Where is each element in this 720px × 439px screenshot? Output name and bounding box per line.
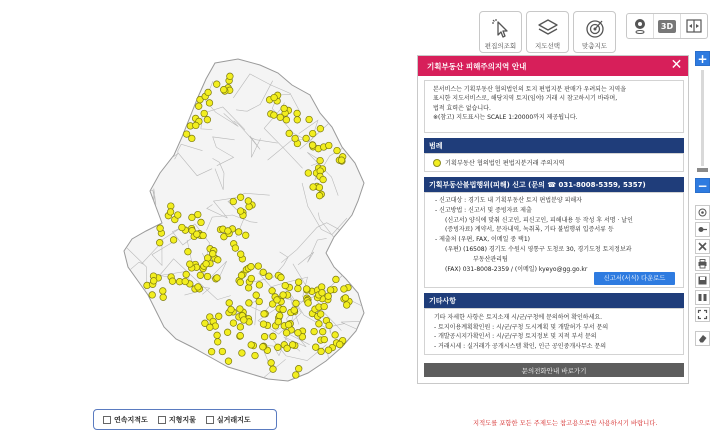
gyeonggi-map[interactable] <box>120 55 420 400</box>
caution-area-marker[interactable] <box>156 239 163 246</box>
info-panel <box>417 55 689 384</box>
etc-box <box>424 308 684 355</box>
caution-area-marker[interactable] <box>237 251 244 258</box>
caution-area-marker[interactable] <box>318 348 325 355</box>
caution-area-marker[interactable] <box>183 271 190 278</box>
view-3d-label: 3D <box>658 20 676 33</box>
report-line: - 신고대상 : 경기도 내 기획부동산 토지 편법분양 피해자 <box>435 197 582 204</box>
close-icon[interactable]: ✕ <box>670 57 683 73</box>
legend-heading: 범례 <box>424 138 684 153</box>
caution-area-marker[interactable] <box>278 274 285 281</box>
caution-area-marker[interactable] <box>294 117 301 124</box>
caution-area-marker[interactable] <box>311 328 318 335</box>
layer-label: 연속지적도 <box>114 415 148 424</box>
caution-area-marker[interactable] <box>206 100 213 107</box>
caution-area-marker[interactable] <box>341 286 348 293</box>
cursor-click-icon <box>489 16 513 40</box>
caution-area-marker[interactable] <box>283 330 290 337</box>
district-boundary <box>120 278 127 333</box>
caution-area-marker[interactable] <box>232 245 239 252</box>
caution-area-marker[interactable] <box>275 344 282 351</box>
caution-area-marker[interactable] <box>284 345 291 352</box>
caution-area-marker[interactable] <box>237 332 244 339</box>
caution-area-marker[interactable] <box>241 317 248 324</box>
report-box <box>424 192 684 288</box>
caution-area-marker[interactable] <box>237 194 244 201</box>
caution-area-marker[interactable] <box>319 290 326 297</box>
caution-area-marker[interactable] <box>260 321 267 328</box>
caution-area-marker[interactable] <box>237 306 244 313</box>
caution-area-marker[interactable] <box>237 324 244 331</box>
caution-area-marker[interactable] <box>333 276 340 283</box>
caution-area-marker[interactable] <box>260 344 267 351</box>
caution-area-marker[interactable] <box>321 303 328 310</box>
caution-area-marker[interactable] <box>268 360 275 367</box>
caution-area-marker[interactable] <box>219 348 226 355</box>
caution-area-marker[interactable] <box>150 278 157 285</box>
eraser-button[interactable] <box>695 331 710 346</box>
save-button[interactable] <box>695 273 710 288</box>
caution-area-marker[interactable] <box>246 300 253 307</box>
caution-area-marker[interactable] <box>276 312 283 319</box>
measure-distance-button[interactable] <box>695 222 710 237</box>
caution-area-marker[interactable] <box>316 321 323 328</box>
district-boundary <box>129 112 145 143</box>
target-icon <box>583 16 607 40</box>
caution-area-marker[interactable] <box>316 192 323 199</box>
locate-icon <box>697 207 708 218</box>
map-select-label: 지도선택 <box>534 42 561 50</box>
download-form-button[interactable]: 신고서(서식) 다운로드 <box>594 272 675 285</box>
caution-area-marker[interactable] <box>294 110 301 117</box>
report-line: - 신고방법 : 신고서 및 증빙자료 제출 <box>435 206 532 214</box>
measure-distance-icon <box>697 224 708 235</box>
caution-area-marker[interactable] <box>305 300 312 307</box>
caution-area-marker[interactable] <box>225 228 232 235</box>
caution-area-marker[interactable] <box>332 332 339 339</box>
caution-area-marker[interactable] <box>295 365 302 372</box>
caution-area-marker[interactable] <box>309 130 316 137</box>
caution-area-marker[interactable] <box>305 170 312 177</box>
print-icon <box>697 258 708 269</box>
district-boundary <box>331 232 362 259</box>
district-boundary <box>120 131 151 176</box>
caution-area-marker[interactable] <box>293 372 300 379</box>
caution-area-marker[interactable] <box>280 292 287 299</box>
caution-area-marker[interactable] <box>237 208 244 215</box>
district-boundary <box>120 344 125 360</box>
caution-area-marker[interactable] <box>239 350 246 357</box>
caution-area-marker[interactable] <box>280 306 287 313</box>
caution-area-marker[interactable] <box>209 250 216 257</box>
measure-area-button[interactable] <box>695 239 710 254</box>
caution-area-marker[interactable] <box>157 225 164 232</box>
layer-toggle-box <box>93 409 277 430</box>
disclaimer-text: 지적도를 포함한 모든 주제도는 참고용으로만 사용하시기 바랍니다. <box>473 420 658 427</box>
district-boundary <box>365 199 396 224</box>
caution-area-marker[interactable] <box>310 184 317 191</box>
zoom-out-button[interactable] <box>695 178 710 193</box>
zoom-in-button[interactable] <box>695 51 710 66</box>
caution-area-marker[interactable] <box>319 328 326 335</box>
caution-area-marker[interactable] <box>256 298 263 305</box>
caution-area-marker[interactable] <box>252 352 259 359</box>
print-button[interactable] <box>695 256 710 271</box>
caution-area-marker[interactable] <box>214 339 221 346</box>
caution-area-marker[interactable] <box>253 292 260 299</box>
intro-line: 법적 효력은 없습니다. <box>433 104 491 112</box>
caution-area-marker[interactable] <box>160 288 167 295</box>
street-view-button[interactable] <box>627 14 654 38</box>
zoom-slider-track[interactable] <box>701 70 704 166</box>
caution-area-marker[interactable] <box>275 318 282 325</box>
caution-area-marker[interactable] <box>213 81 220 88</box>
caution-area-marker[interactable] <box>204 273 211 280</box>
parcel-lookup-button[interactable] <box>479 11 522 53</box>
fullscreen-icon <box>697 309 708 320</box>
caution-area-marker[interactable] <box>227 73 234 80</box>
caution-area-marker[interactable] <box>317 157 324 164</box>
caution-area-marker[interactable] <box>274 297 281 304</box>
report-heading: 기획부동산불법행위(피해) 신고 (문의 ☎ 031-8008-5359, 5357) <box>424 177 684 192</box>
intro-text <box>424 80 684 133</box>
caution-area-marker[interactable] <box>225 358 232 365</box>
caution-area-marker[interactable] <box>316 184 323 191</box>
legend-item: 기획부동산 협의법인 편법지분거래 주의지역 <box>445 160 565 167</box>
caution-area-marker[interactable] <box>204 116 211 123</box>
caution-area-marker[interactable] <box>277 114 284 121</box>
district-boundary <box>347 112 375 144</box>
layer-toggle-terrain[interactable] <box>158 415 196 425</box>
caution-area-marker[interactable] <box>215 257 222 264</box>
caution-area-marker[interactable] <box>160 294 167 301</box>
caution-area-marker[interactable] <box>245 198 252 205</box>
caution-area-marker[interactable] <box>260 269 267 276</box>
report-line: 부동산관리팀 <box>473 255 508 263</box>
caution-area-marker[interactable] <box>338 157 345 164</box>
caution-area-marker[interactable] <box>182 278 189 285</box>
caution-area-marker[interactable] <box>237 279 244 286</box>
district-boundary <box>359 103 380 128</box>
fullscreen-button[interactable] <box>695 307 710 322</box>
parcel-lookup-label: 편집의조회 <box>484 42 517 50</box>
caution-area-marker[interactable] <box>167 209 174 216</box>
caution-area-marker[interactable] <box>194 231 201 238</box>
caution-area-marker[interactable] <box>261 333 268 340</box>
caution-area-marker[interactable] <box>282 282 289 289</box>
checkbox[interactable] <box>206 416 214 424</box>
consult-phone-button[interactable]: 문의전화안내 바로가기 <box>424 363 684 377</box>
zoom-slider-handle[interactable] <box>697 168 708 172</box>
caution-area-marker[interactable] <box>285 321 292 328</box>
legend-box <box>424 153 684 172</box>
report-line: (우편) (16508) 경기도 수원시 영통구 도청로 30, 경기도청 토지정보과 <box>445 245 632 253</box>
legend-marker-icon <box>433 159 441 167</box>
caution-area-marker[interactable] <box>303 135 310 142</box>
caution-area-marker[interactable] <box>320 176 327 183</box>
caution-area-marker[interactable] <box>295 279 302 286</box>
zoom-out-icon: − <box>697 178 708 193</box>
intro-line: 본서비스는 기획부동산 협의법인의 토지 편법지분 판매가 우려되는 지역을 <box>433 86 627 93</box>
caution-area-marker[interactable] <box>189 135 196 142</box>
caution-area-marker[interactable] <box>242 232 249 239</box>
caution-area-marker[interactable] <box>326 322 333 329</box>
caution-area-marker[interactable] <box>230 198 237 205</box>
caution-area-marker[interactable] <box>317 125 324 132</box>
caution-area-marker[interactable] <box>281 105 288 112</box>
caution-area-marker[interactable] <box>334 147 341 154</box>
caution-area-marker[interactable] <box>286 130 293 137</box>
layers-icon <box>536 16 560 40</box>
caution-area-marker[interactable] <box>226 300 233 307</box>
caution-area-marker[interactable] <box>292 135 299 142</box>
district-boundary <box>153 57 181 89</box>
caution-area-marker[interactable] <box>271 112 278 119</box>
caution-area-marker[interactable] <box>343 302 350 309</box>
caution-area-marker[interactable] <box>245 285 252 292</box>
checkbox[interactable] <box>103 416 111 424</box>
district-boundary <box>328 89 376 115</box>
district-boundary <box>349 367 376 398</box>
caution-area-marker[interactable] <box>185 248 192 255</box>
street-view-pin-icon <box>633 18 647 34</box>
caution-area-marker[interactable] <box>269 288 276 295</box>
caution-area-marker[interactable] <box>215 313 222 320</box>
layer-toggle-cadastral[interactable] <box>103 415 148 425</box>
caution-area-marker[interactable] <box>214 275 221 282</box>
district-boundary <box>370 318 378 329</box>
caution-area-marker[interactable] <box>228 306 235 313</box>
caution-area-marker[interactable] <box>207 324 214 331</box>
caution-area-marker[interactable] <box>325 293 332 300</box>
caution-area-marker[interactable] <box>248 342 255 349</box>
locate-button[interactable] <box>695 205 710 220</box>
district-boundary <box>120 55 121 89</box>
caution-area-marker[interactable] <box>248 275 255 282</box>
caution-area-marker[interactable] <box>170 237 177 244</box>
intro-line: 표시한 지도서비스로, 해당지역 토지(임야) 거래 시 참고하시기 바라며, <box>433 95 618 103</box>
caution-area-marker[interactable] <box>230 320 237 327</box>
zoom-in-icon: + <box>697 51 708 66</box>
etc-line: - 거래시세 : 실거래가 공개시스템 확인, 인근 공인중개사무소 문의 <box>434 342 607 350</box>
caution-area-marker[interactable] <box>321 336 328 343</box>
custom-map-label: 맞춤지도 <box>581 42 608 50</box>
caution-area-marker[interactable] <box>208 348 215 355</box>
caution-area-marker[interactable] <box>198 219 205 226</box>
report-line: (증빙자료) 계약서, 문자내역, 녹취록, 기타 불법행위 입증서류 등 <box>445 226 614 234</box>
caution-area-marker[interactable] <box>235 229 242 236</box>
intro-line: ※(참고) 지도표시는 SCALE 1:20000까지 제공됩니다. <box>433 113 578 121</box>
caution-area-marker[interactable] <box>238 272 245 279</box>
caution-area-marker[interactable] <box>195 284 202 291</box>
district-boundary <box>334 342 402 367</box>
district-boundary <box>329 86 396 121</box>
caution-area-marker[interactable] <box>169 278 176 285</box>
caution-area-marker[interactable] <box>248 263 255 270</box>
caution-area-marker[interactable] <box>327 287 334 294</box>
panel-title: 기획부동산 피해주의지역 안내 <box>427 61 527 71</box>
caution-area-marker[interactable] <box>270 333 277 340</box>
split-view-icon <box>686 19 702 33</box>
caution-area-marker[interactable] <box>271 94 278 101</box>
caution-area-marker[interactable] <box>303 286 310 293</box>
split-view-button[interactable] <box>681 14 707 38</box>
report-line: (신고서) 양식에 맞춰 신고인, 피신고인, 피해내용 등 작성 후 서명 · 날인 <box>445 216 633 224</box>
panel-body <box>424 80 684 377</box>
caution-area-marker[interactable] <box>309 142 316 149</box>
eraser-icon <box>697 333 708 344</box>
report-line: - 제출처 (우편, FAX, 이메일 중 택1) <box>435 236 530 244</box>
caution-area-marker[interactable] <box>220 86 227 93</box>
caution-area-marker[interactable] <box>342 295 349 302</box>
report-line: (FAX) 031-8008-2359 / (이메일) kyeyo@gg.go.kr <box>445 265 588 273</box>
caution-area-marker[interactable] <box>201 110 208 117</box>
caution-area-marker[interactable] <box>203 261 210 268</box>
share-button[interactable] <box>695 290 710 305</box>
caution-area-marker[interactable] <box>261 311 268 318</box>
caution-area-marker[interactable] <box>295 330 302 337</box>
measure-area-icon <box>697 241 708 252</box>
caution-area-marker[interactable] <box>193 122 200 129</box>
caution-area-marker[interactable] <box>189 214 196 221</box>
caution-area-marker[interactable] <box>317 311 324 318</box>
save-icon <box>697 275 708 286</box>
caution-area-marker[interactable] <box>149 292 156 299</box>
panel-header <box>418 56 688 76</box>
caution-area-marker[interactable] <box>256 282 263 289</box>
layer-label: 지형지물 <box>168 415 196 424</box>
caution-area-marker[interactable] <box>326 142 333 149</box>
caution-area-marker[interactable] <box>175 212 182 219</box>
caution-area-marker[interactable] <box>224 329 231 336</box>
caution-area-marker[interactable] <box>255 263 262 270</box>
custom-map-button[interactable] <box>573 11 616 53</box>
map-select-button[interactable] <box>526 11 569 53</box>
caution-area-marker[interactable] <box>187 261 194 268</box>
view-3d-button[interactable] <box>654 14 681 38</box>
caution-area-marker[interactable] <box>295 285 302 292</box>
caution-area-marker[interactable] <box>266 273 273 280</box>
caution-area-marker[interactable] <box>306 116 313 123</box>
caution-area-marker[interactable] <box>205 89 212 96</box>
caution-area-marker[interactable] <box>200 232 207 239</box>
etc-line: 기타 자세한 사항은 토지소재 시/군/구청에 문의하여 확인하세요. <box>434 314 603 321</box>
caution-area-marker[interactable] <box>293 300 300 307</box>
caution-area-marker[interactable] <box>270 366 277 373</box>
caution-area-marker[interactable] <box>336 341 343 348</box>
district-boundary <box>120 56 130 100</box>
caution-area-marker[interactable] <box>325 347 332 354</box>
caution-area-marker[interactable] <box>195 103 202 110</box>
etc-line: - 개발공시지가확인서 : 시/군/구청 토지정보 및 지적 부서 문의 <box>434 333 597 341</box>
checkbox[interactable] <box>158 416 166 424</box>
district-boundary <box>304 71 346 96</box>
etc-line: - 토지이용계획확인원 : 시/군/구청 도시계획 및 개발허가 부서 문의 <box>434 323 609 331</box>
share-icon <box>697 292 708 303</box>
layer-toggle-transactions[interactable] <box>206 415 251 425</box>
view-mode-toolbar <box>626 13 708 39</box>
caution-area-marker[interactable] <box>291 307 298 314</box>
caution-area-marker[interactable] <box>197 272 204 279</box>
caution-area-marker[interactable] <box>283 117 290 124</box>
layer-label: 실거래지도 <box>216 415 251 424</box>
district-boundary <box>335 89 358 123</box>
caution-area-marker[interactable] <box>179 224 186 231</box>
caution-area-marker[interactable] <box>214 332 221 339</box>
etc-heading: 기타사항 <box>424 293 684 308</box>
